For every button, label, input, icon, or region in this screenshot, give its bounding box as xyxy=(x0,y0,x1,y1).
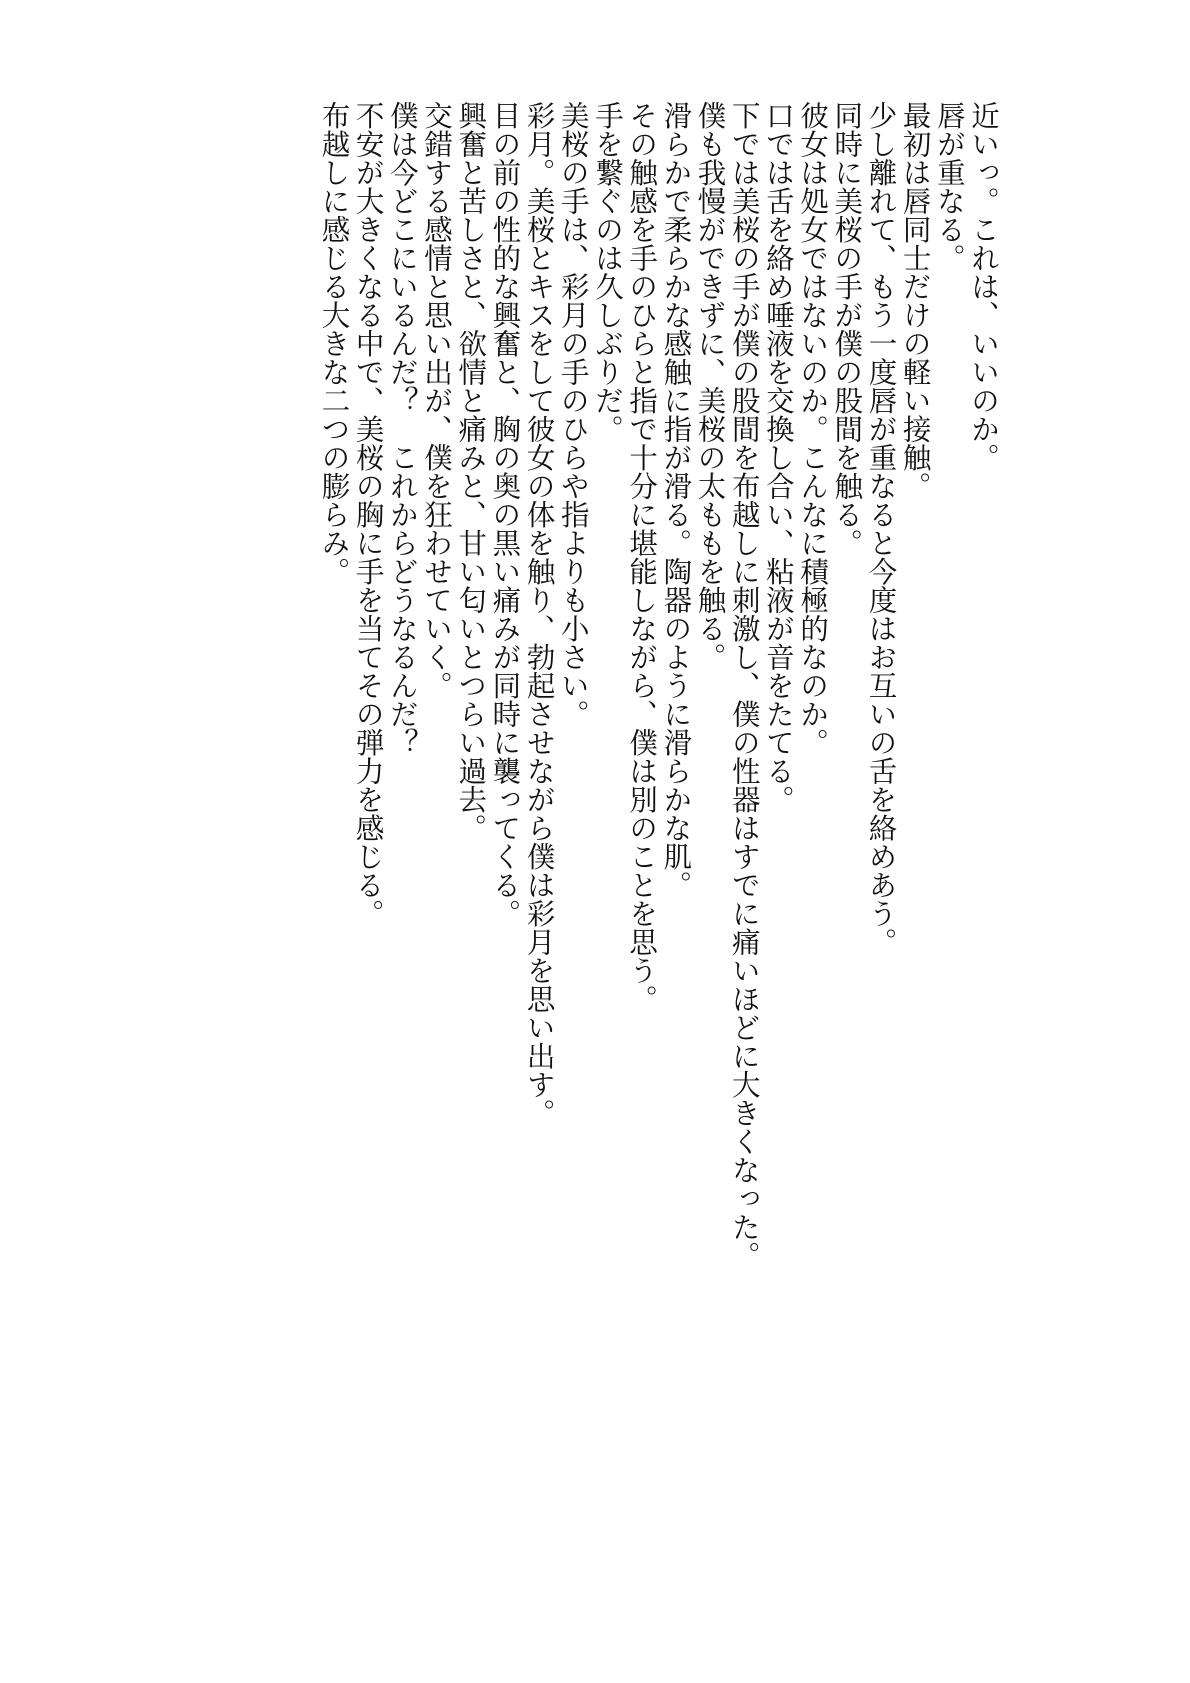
text-line: 美桜の手は、彩月の手のひらや指よりも小さい。 xyxy=(556,101,590,728)
text-line: 布越しに感じる大きな二つの膨らみ。 xyxy=(317,101,351,586)
text-line: 目の前の性的な興奮と、胸の奥の黒い痛みが同時に襲ってくる。 xyxy=(488,101,522,928)
text-line: 手を繋ぐのは久しぶりだ。 xyxy=(590,101,624,443)
text-line: 下では美桜の手が僕の股間を布越しに刺激し、僕の性器はすでに痛いほどに大きくなった。 xyxy=(727,101,761,1270)
text-line: その触感を手のひらと指で十分に堪能しながら、僕は別のことを思う。 xyxy=(625,101,659,1013)
text-line: 彩月。美桜とキスをして彼女の体を触り、勃起させながら僕は彩月を思い出す。 xyxy=(522,101,556,1127)
vertical-text-body xyxy=(316,101,1000,1601)
text-line: 僕は今どこにいるんだ？ これからどうなるんだ？ xyxy=(385,101,419,757)
text-line: 近いっ。これは、いいのか。 xyxy=(967,101,1000,472)
text-line: 興奮と苦しさと、欲情と痛みと、甘い匂いとつらい過去。 xyxy=(454,101,488,842)
text-line: 彼女は処女ではないのか。こんなに積極的なのか。 xyxy=(796,101,830,757)
text-line: 不安が大きくなる中で、美桜の胸に手を当てその弾力を感じる。 xyxy=(351,101,385,928)
text-line: 少し離れて、もう一度唇が重なると今度はお互いの舌を絡めあう。 xyxy=(864,101,898,956)
text-line: 最初は唇同士だけの軽い接触。 xyxy=(898,101,932,500)
text-line: 交錯する感情と思い出が、僕を狂わせていく。 xyxy=(420,101,453,700)
text-line: 唇が重なる。 xyxy=(932,101,966,272)
text-line: 同時に美桜の手が僕の股間を触る。 xyxy=(830,101,864,557)
text-line: 僕も我慢ができずに、美桜の太ももを触る。 xyxy=(693,101,727,671)
text-line: 滑らかで柔らかな感触に指が滑る。陶器のように滑らかな肌。 xyxy=(659,101,693,899)
text-line: 口では舌を絡め唾液を交換し合い、粘液が音をたてる。 xyxy=(761,101,795,814)
